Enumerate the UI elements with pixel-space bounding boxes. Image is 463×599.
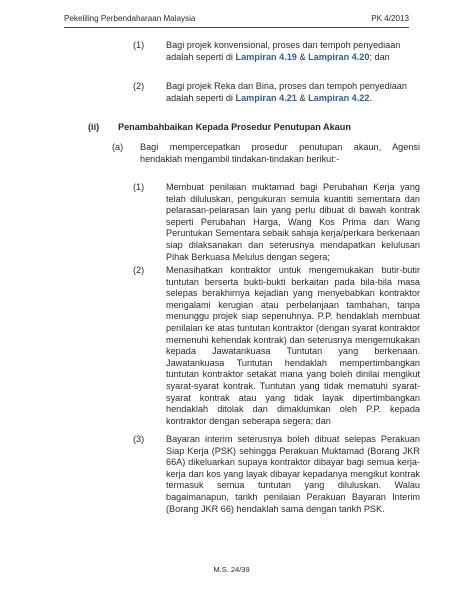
page-header [64, 14, 409, 28]
lampiran-4-22-link[interactable]: Lampiran 4.22 [308, 92, 370, 103]
para-a-number: (a) [112, 142, 124, 152]
item-1-text: Bagi projek konvensional, proses dan tempoh penyediaan adalah seperti di Lampiran 4.19 & Lampiran 4.20; dan [166, 40, 401, 62]
para-a-text: Bagi mempercepatkan prosedur penutupan akaun, Agensi hendaklah mengambil tindakan-tindakan berikut:- [140, 142, 420, 164]
lampiran-4-20-link[interactable]: Lampiran 4.20 [308, 51, 370, 62]
sub-2-number: (2) [133, 265, 145, 275]
sub-3-number: (3) [133, 434, 145, 444]
item-2-text: Bagi projek Reka dan Bina, proses dan tempoh penyediaan adalah seperti di Lampiran 4.21 & Lampiran 4.22. [166, 81, 407, 103]
sub-2-text: Menasihatkan kontraktor untuk mengemukakan butir-butir tuntutan berserta bukti-bukti berkaitan pada bila-bila masa selepas berakhirnya kejadian yang menyebabkan kontraktor mengalami kerugian atau perbelanjaan tambahan, tanpa menunggu projek siap sepenuhnya. P.P. hendaklah membuat penilaian ke atas tuntutan kontraktor (dengan syarat kontraktor memenuhi kehendak kontrak) dan seterusnya mengemukakan kepada Jawatankuasa Tuntutan yang berkenaan. Jawatankuasa Tuntutan hendaklah mempertimbangkan tuntutan kontraktor setakat mana yang boleh dinilai mengikut syarat-syarat kontrak. Tuntutan yang tidak mematuhi syarat-syarat kontrak atau yang tidak layak dipertimbangkan hendaklah ditolak dan dimaklumkan oleh P.P. kepada kontraktor dengan seberapa segera; dan [166, 265, 420, 426]
page-number: M.S. 24/39 [213, 565, 250, 574]
sub-3-text: Bayaran interim seterusnya boleh dibuat selepas Perakuan Siap Kerja (PSK) sehingga Perakuan Muktamad (Borang JKR 66A) dikeluarkan supaya kontraktor dibayar bagi semua kerja-kerja dan kos yang layak dibayar kepadanya mengikut kontrak termasuk semua tuntutan yang diluluskan. Walau bagaimanapun, tarikh penilaian Perakuan Bayaran Interim (Borang JKR 66) hendaklah sama dengan tarikh PSK. [166, 434, 420, 514]
header-ref: PK 4/2013 [371, 14, 409, 23]
item-1-number: (1) [133, 40, 145, 50]
lampiran-4-21-link[interactable]: Lampiran 4.21 [235, 92, 297, 103]
section-title: Penambahbaikan Kepada Prosedur Penutupan Akaun [118, 122, 351, 132]
lampiran-4-19-link[interactable]: Lampiran 4.19 [235, 51, 297, 62]
section-number: (ii) [88, 122, 100, 132]
header-title: Pekeliling Perbendaharaan Malaysia [64, 14, 196, 23]
sub-1-number: (1) [133, 182, 145, 192]
sub-1-text: Membuat penilaian muktamad bagi Perubahan Kerja yang telah diluluskan, pengukuran semula kuantiti sementara dan pelarasan-pelarasan lain yang perlu dibuat di bawah kontrak seperti Perubahan Harga, Wang Kos Prima dan Wang Peruntukan Sementara sebaik sahaja kerja/perkara berkenaan siap dilaksanakan dan seterusnya mendapatkan kelulusan Pihak Berkuasa Melulus dengan segera; [166, 182, 420, 262]
item-2-number: (2) [133, 81, 145, 91]
